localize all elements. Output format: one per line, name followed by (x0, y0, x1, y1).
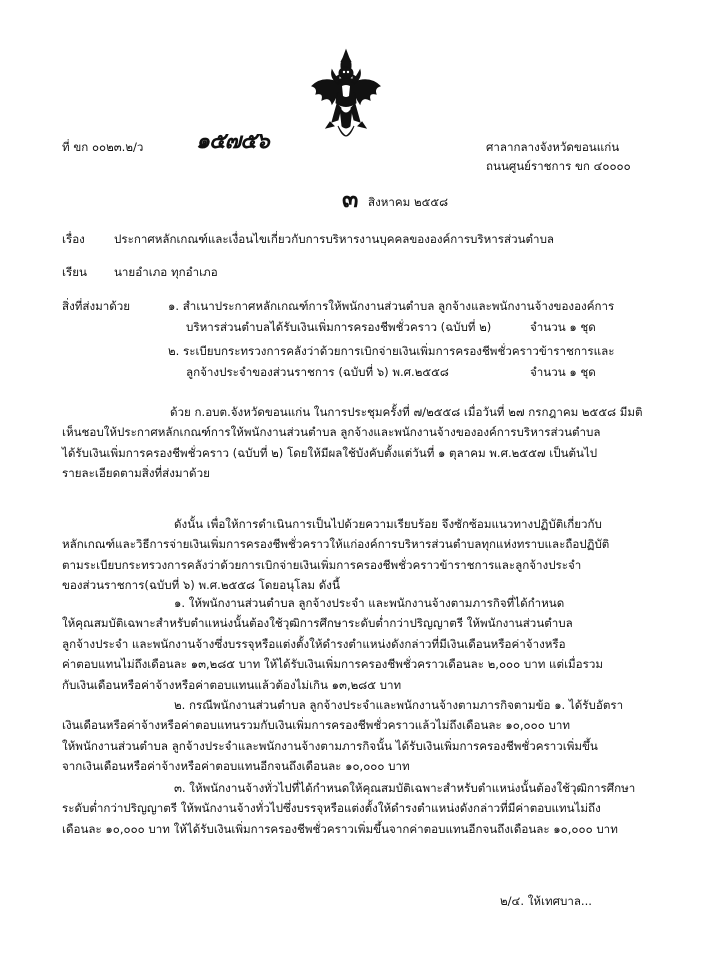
enclosure-1-qty: จำนวน ๑ ชุด (530, 320, 596, 334)
ref-number-label: ที่ ขก ๐๐๒๓.๒/ว (62, 140, 144, 154)
paragraph-2-line: หลักเกณฑ์และวิธีการจ่ายเงินเพิ่มการครองชีพชั่วคราวให้แก่องค์การบริหารส่วนตำบลทุกแห่งทราบและถือปฏิบัติ (62, 537, 610, 552)
enclosure-label: สิ่งที่ส่งมาด้วย (62, 299, 131, 313)
paragraph-2 (62, 514, 650, 596)
to-label: เรียน (62, 265, 87, 279)
paragraph-1-line: เห็นชอบให้ประกาศหลักเกณฑ์การให้พนักงานส่วนตำบล ลูกจ้างและพนักงานจ้างขององค์การบริหารส่วนตำบล (62, 425, 601, 440)
item-3-line: เดือนละ ๑๐,๐๐๐ บาท ให้ได้รับเงินเพิ่มการครองชีพชั่วคราวเพิ่มขึ้นจากค่าตอบแทนอีกจนถึงเดือนละ ๑๐,๐๐๐ บาท (62, 821, 618, 836)
paragraph-2-line: ตามระเบียบกระทรวงการคลังว่าด้วยการเบิกจ่ายเงินเพิ่มการครองชีพชั่วคราวข้าราชการและลูกจ้างประจำ (62, 557, 582, 572)
sender-line-2: ถนนศูนย์ราชการ ขก ๔๐๐๐๐ (486, 159, 631, 173)
item-3-line: ๓. ให้พนักงานจ้างทั่วไปที่ได้กำหนดให้คุณสมบัติเฉพาะสำหรับตำแหน่งนั้นต้องใช้วุฒิการศึกษา (174, 781, 636, 795)
to-text: นายอำเภอ ทุกอำเภอ (114, 265, 218, 279)
paragraph-2-line: ของส่วนราชการ(ฉบับที่ ๖) พ.ศ.๒๕๕๘ โดยอนุโลม ดังนี้ (62, 578, 340, 593)
enclosure-2-line-1: ๒. ระเบียบกระทรวงการคลังว่าด้วยการเบิกจ่ายเงินเพิ่มการครองชีพชั่วคราวข้าราชการและ (168, 344, 615, 358)
subject-text: ประกาศหลักเกณฑ์และเงื่อนไขเกี่ยวกับการบริหารงานบุคคลขององค์การบริหารส่วนตำบล (114, 232, 555, 246)
item-2-line: ให้พนักงานส่วนตำบล ลูกจ้างประจำและพนักงานจ้างตามภารกิจนั้น ได้รับเงินเพิ่มการครองชีพชั่วคราวเพิ่มขึ้น (62, 738, 598, 753)
item-1-line: กับเงินเดือนหรือค่าจ้างหรือค่าตอบแทนแล้วต้องไม่เกิน ๑๓,๒๘๕ บาท (62, 677, 402, 692)
paragraph-1-line: รายละเอียดตามสิ่งที่ส่งมาด้วย (62, 466, 210, 481)
garuda-emblem-icon (308, 48, 384, 148)
date-day: ๓ (342, 184, 359, 213)
enclosure-2-qty: จำนวน ๑ ชุด (530, 365, 596, 379)
item-1-line: ๑. ให้พนักงานส่วนตำบล ลูกจ้างประจำ และพนักงานจ้างตามภารกิจที่ได้กำหนด (174, 596, 565, 610)
item-2-line: เงินเดือนหรือค่าจ้างหรือค่าตอบแทนรวมกับเงินเพิ่มการครองชีพชั่วคราวแล้วไม่ถึงเดือนละ ๑๐,๐๐๐ บาท (62, 718, 570, 733)
reference-number (62, 138, 143, 156)
continuation-marker: ๒/๔. ให้เทศบาล... (500, 894, 592, 908)
paragraph-1-line: ด้วย ก.อบต.จังหวัดขอนแก่น ในการประชุมครั้งที่ ๗/๒๕๕๘ เมื่อวันที่ ๒๗ กรกฎาคม ๒๕๕๘ มีมติ (170, 405, 643, 419)
paragraph-2-line: ดังนั้น เพื่อให้การดำเนินการเป็นไปด้วยความเรียบร้อย จึงซักซ้อมแนวทางปฏิบัติเกี่ยวกับ (174, 517, 602, 531)
item-2 (62, 695, 650, 777)
item-1 (62, 593, 650, 695)
paragraph-1 (62, 402, 650, 484)
item-2-line: จากเงินเดือนหรือค่าจ้างหรือค่าตอบแทนอีกจนถึงเดือนละ ๑๐,๐๐๐ บาท (62, 759, 410, 774)
item-3-line: ระดับต่ำกว่าปริญญาตรี ให้พนักงานจ้างทั่วไปซึ่งบรรจุหรือแต่งตั้งให้ดำรงตำแหน่งดังกล่าวที่มีค่าตอบแทนไม่ถึง (62, 801, 601, 816)
enclosure-1-line-1: ๑. สำเนาประกาศหลักเกณฑ์การให้พนักงานส่วนตำบล ลูกจ้างและพนักงานจ้างขององค์การ (168, 299, 615, 313)
item-1-line: ลูกจ้างประจำ และพนักงานจ้างซึ่งบรรจุหรือแต่งตั้งให้ดำรงตำแหน่งดังกล่าวที่มีเงินเดือนหรือค่าจ้างหรือ (62, 636, 566, 651)
item-2-line: ๒. กรณีพนักงานส่วนตำบล ลูกจ้างประจำและพนักงานจ้างตามภารกิจตามข้อ ๑. ได้รับอัตรา (174, 698, 624, 712)
date-month-year: สิงหาคม ๒๕๕๘ (368, 195, 449, 209)
paragraph-1-line: ได้รับเงินเพิ่มการครองชีพชั่วคราว (ฉบับที่ ๒) โดยให้มีผลใช้บังคับตั้งแต่วันที่ ๑ ตุลาคม พ.ศ.๒๕๕๗ เป็นต้นไป (62, 445, 598, 460)
item-1-line: ค่าตอบแทนไม่ถึงเดือนละ ๑๓,๒๘๕ บาท ให้ได้รับเงินเพิ่มการครองชีพชั่วคราวเดือนละ ๒,๐๐๐ บาท แต่เมื่อรวม (62, 657, 604, 672)
subject-label: เรื่อง (62, 232, 85, 246)
item-1-line: ให้คุณสมบัติเฉพาะสำหรับตำแหน่งนั้นต้องใช้วุฒิการศึกษาระดับต่ำกว่าปริญญาตรี ให้พนักงานส่วนตำบล (62, 616, 573, 631)
ref-handwritten-number: ๑๕๗๕๖ (196, 128, 269, 154)
item-3 (62, 778, 650, 839)
enclosure-1-line-2: บริหารส่วนตำบลได้รับเงินเพิ่มการครองชีพชั่วคราว (ฉบับที่ ๒) (186, 320, 492, 334)
sender-line-1: ศาลากลางจังหวัดขอนแก่น (486, 140, 620, 154)
enclosure-2-line-2: ลูกจ้างประจำของส่วนราชการ (ฉบับที่ ๖) พ.ศ.๒๕๕๘ (186, 365, 449, 379)
